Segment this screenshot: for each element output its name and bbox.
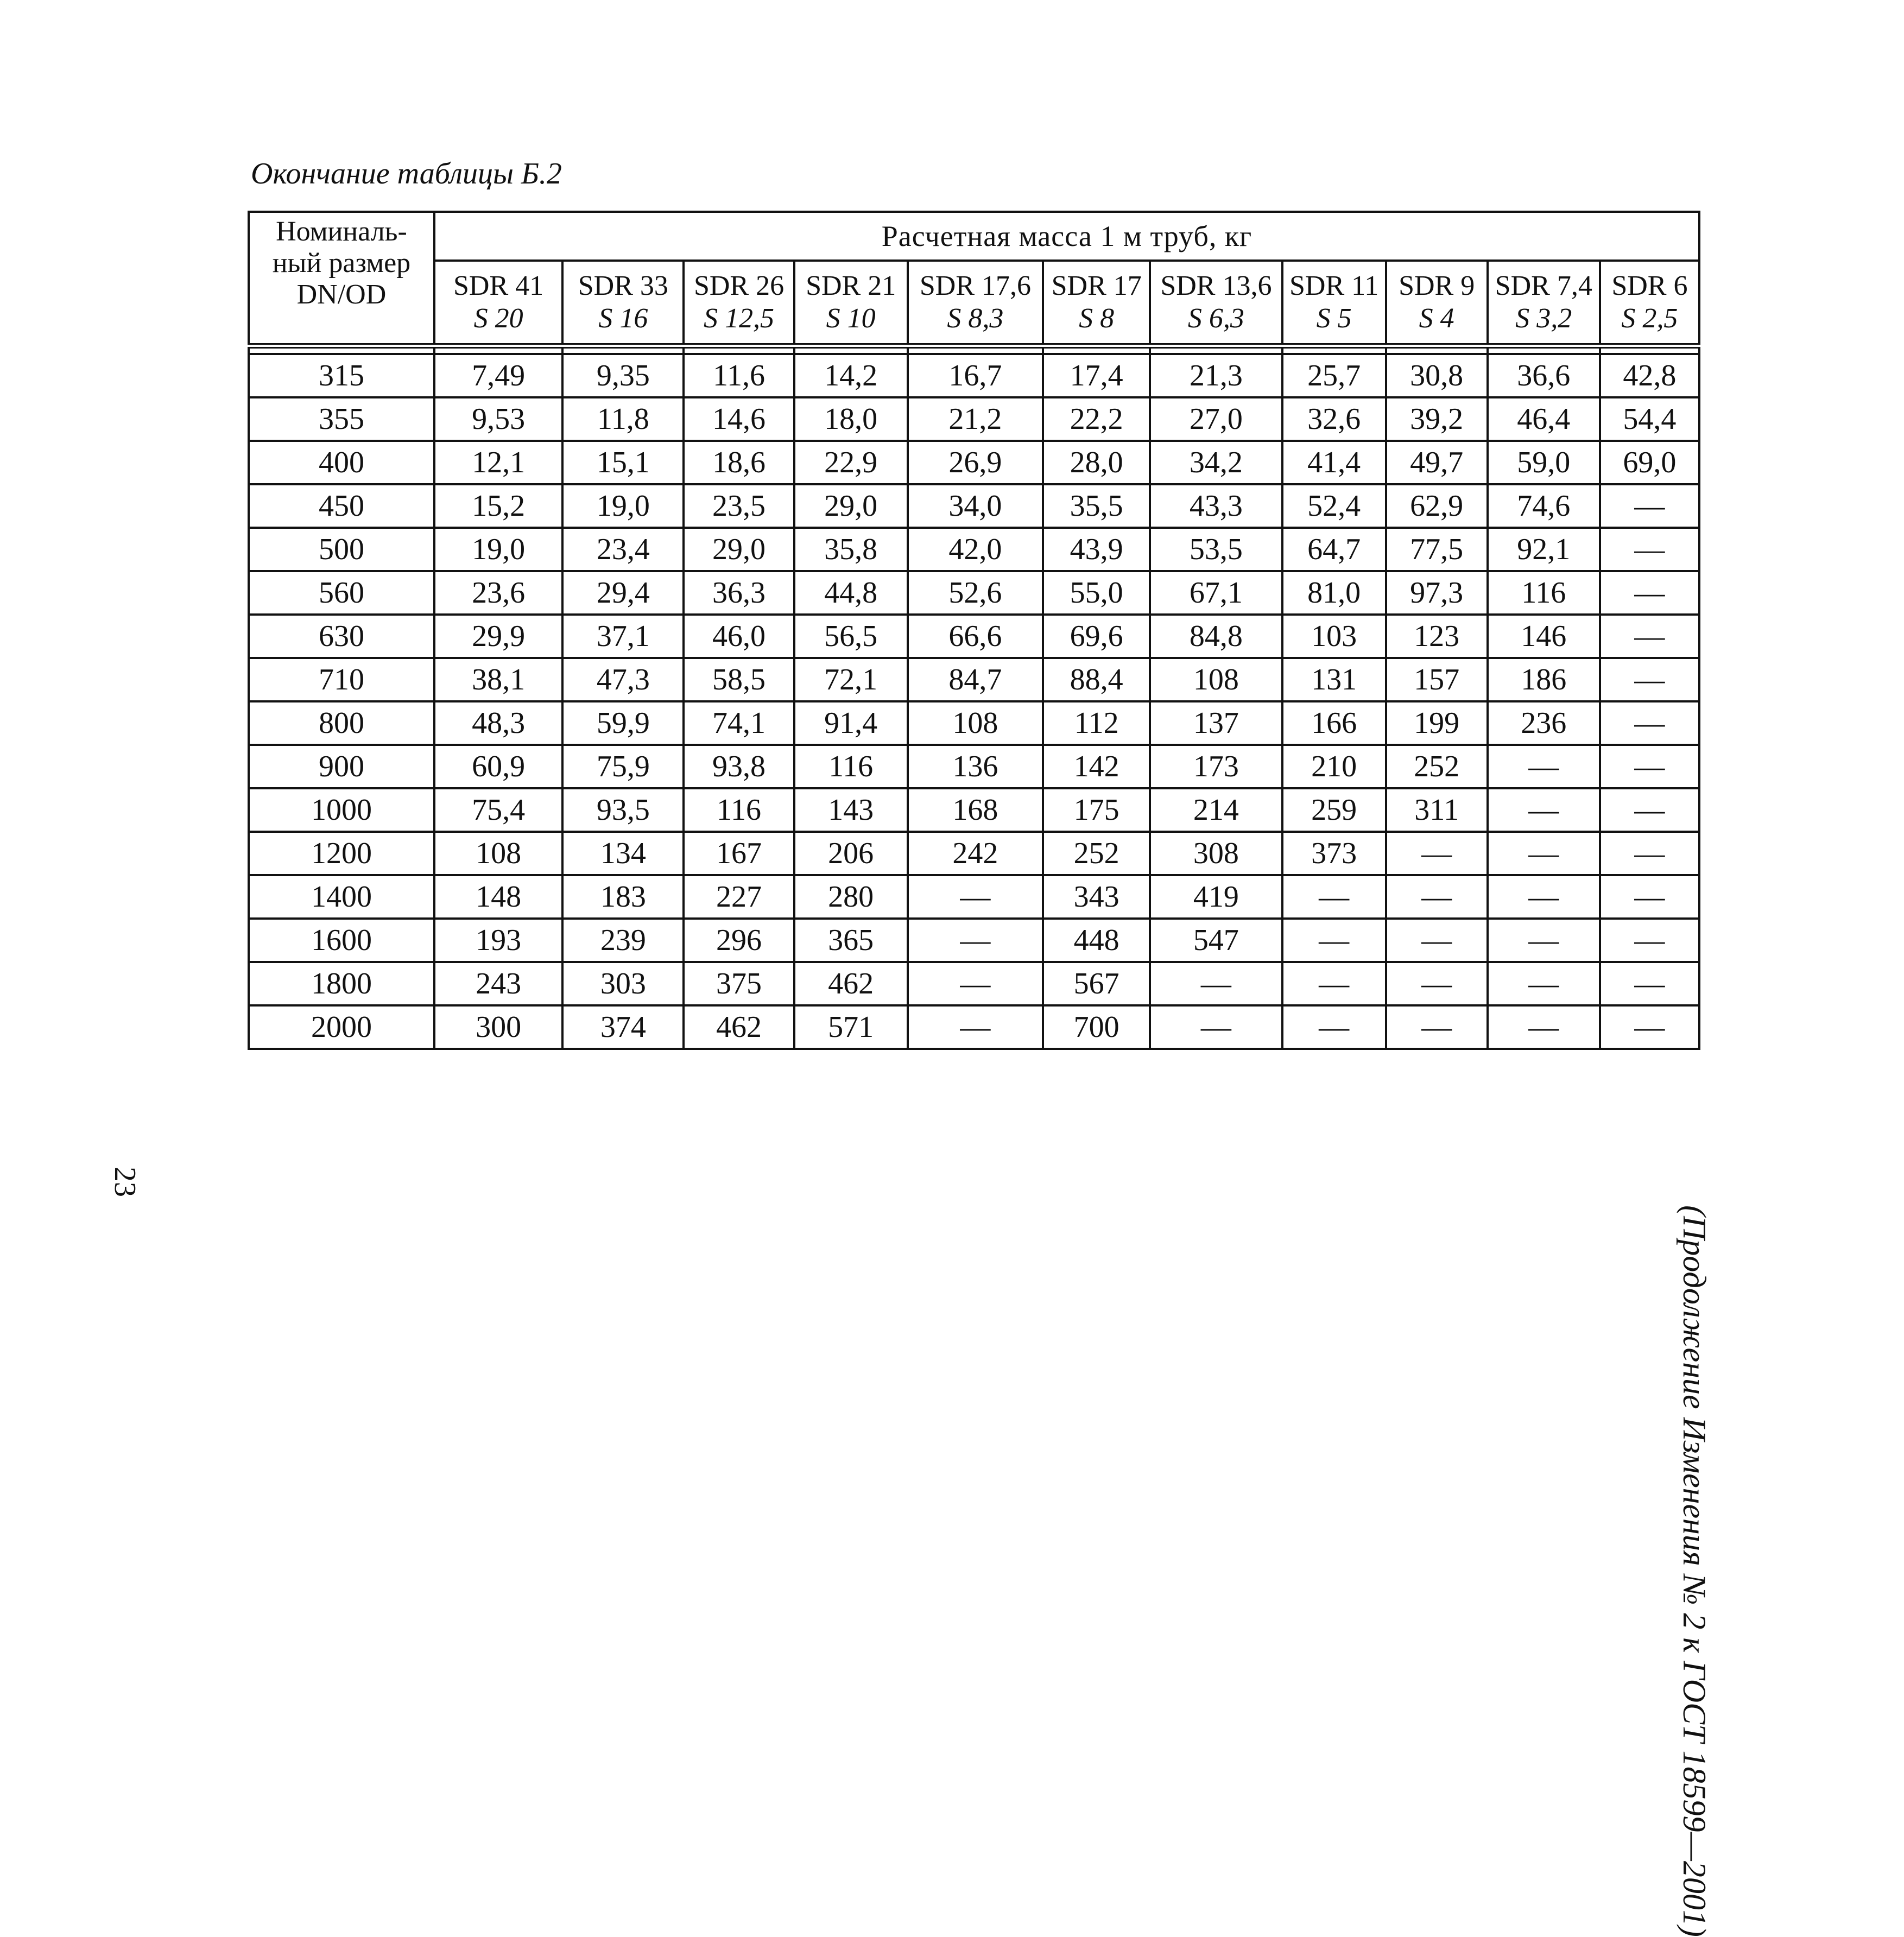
dn-cell: 315 <box>249 354 434 397</box>
mass-cell: 75,4 <box>434 788 562 832</box>
mass-cell: — <box>1386 1005 1488 1049</box>
table-row <box>249 397 1699 441</box>
mass-cell: 74,6 <box>1488 484 1600 528</box>
column-header <box>1282 261 1386 346</box>
mass-cell: 41,4 <box>1282 441 1386 484</box>
mass-cell: 193 <box>434 919 562 962</box>
mass-cell: 280 <box>794 875 908 919</box>
mass-cell: 62,9 <box>1386 484 1488 528</box>
page-number: 23 <box>108 1167 142 1197</box>
mass-cell: 43,3 <box>1150 484 1282 528</box>
mass-cell: 462 <box>684 1005 794 1049</box>
mass-cell: 206 <box>794 832 908 875</box>
mass-cell: 571 <box>794 1005 908 1049</box>
mass-cell: — <box>1150 962 1282 1005</box>
mass-cell: — <box>1488 1005 1600 1049</box>
header-separator-row <box>249 346 1699 354</box>
mass-cell: 72,1 <box>794 658 908 701</box>
mass-cell: 239 <box>562 919 684 962</box>
mass-cell: 143 <box>794 788 908 832</box>
column-header-sdr: SDR 41 <box>453 270 544 301</box>
table-row <box>249 919 1699 962</box>
column-header <box>1043 261 1150 346</box>
separator-cell <box>1043 346 1150 354</box>
column-header-sdr: SDR 11 <box>1289 270 1379 301</box>
mass-cell: 17,4 <box>1043 354 1150 397</box>
mass-cell: 116 <box>684 788 794 832</box>
mass-cell: 59,0 <box>1488 441 1600 484</box>
mass-cell: — <box>1282 875 1386 919</box>
mass-cell: 48,3 <box>434 701 562 745</box>
column-header-sdr: SDR 21 <box>806 270 896 301</box>
mass-cell: 243 <box>434 962 562 1005</box>
column-header-s: S 3,2 <box>1515 303 1572 334</box>
mass-cell: 29,4 <box>562 571 684 615</box>
mass-cell: 131 <box>1282 658 1386 701</box>
mass-cell: 27,0 <box>1150 397 1282 441</box>
table-row <box>249 484 1699 528</box>
mass-cell: 14,2 <box>794 354 908 397</box>
dn-cell: 2000 <box>249 1005 434 1049</box>
mass-cell: 46,0 <box>684 615 794 658</box>
mass-cell: 183 <box>562 875 684 919</box>
mass-cell: 22,2 <box>1043 397 1150 441</box>
mass-cell: 547 <box>1150 919 1282 962</box>
column-header-s: S 16 <box>598 303 648 334</box>
separator-cell <box>562 346 684 354</box>
table-row <box>249 354 1699 397</box>
mass-cell: — <box>1282 919 1386 962</box>
mass-cell: 77,5 <box>1386 528 1488 571</box>
column-header-s: S 6,3 <box>1187 303 1244 334</box>
dn-cell: 560 <box>249 571 434 615</box>
side-note: (Продолжение Изменения № 2 к ГОСТ 18599—2001) <box>1677 1205 1712 1937</box>
mass-cell: 49,7 <box>1386 441 1488 484</box>
mass-cell: 15,2 <box>434 484 562 528</box>
mass-cell: 64,7 <box>1282 528 1386 571</box>
mass-cell: 186 <box>1488 658 1600 701</box>
column-header-sdr: SDR 9 <box>1399 270 1475 301</box>
dn-cell: 1800 <box>249 962 434 1005</box>
mass-cell: 167 <box>684 832 794 875</box>
dn-cell: 1200 <box>249 832 434 875</box>
mass-cell: 84,8 <box>1150 615 1282 658</box>
column-header <box>794 261 908 346</box>
table-row <box>249 832 1699 875</box>
mass-cell: 259 <box>1282 788 1386 832</box>
column-header <box>684 261 794 346</box>
mass-cell: 21,2 <box>908 397 1043 441</box>
mass-cell: — <box>1600 875 1699 919</box>
mass-cell: — <box>1386 962 1488 1005</box>
mass-cell: 54,4 <box>1600 397 1699 441</box>
mass-cell: 67,1 <box>1150 571 1282 615</box>
dn-cell: 800 <box>249 701 434 745</box>
mass-cell: 374 <box>562 1005 684 1049</box>
mass-cell: 19,0 <box>562 484 684 528</box>
mass-cell: 311 <box>1386 788 1488 832</box>
mass-cell: 69,0 <box>1600 441 1699 484</box>
table-row <box>249 615 1699 658</box>
mass-cell: 173 <box>1150 745 1282 788</box>
mass-cell: 199 <box>1386 701 1488 745</box>
mass-cell: — <box>1386 875 1488 919</box>
table-row <box>249 875 1699 919</box>
mass-cell: 28,0 <box>1043 441 1150 484</box>
mass-cell: 148 <box>434 875 562 919</box>
mass-cell: 43,9 <box>1043 528 1150 571</box>
mass-cell: 19,0 <box>434 528 562 571</box>
mass-cell: 308 <box>1150 832 1282 875</box>
column-header-s: S 20 <box>473 303 523 334</box>
mass-cell: 146 <box>1488 615 1600 658</box>
mass-cell: 52,6 <box>908 571 1043 615</box>
column-header-s: S 8 <box>1079 303 1115 334</box>
mass-cell: 227 <box>684 875 794 919</box>
mass-cell: 84,7 <box>908 658 1043 701</box>
mass-cell: 42,8 <box>1600 354 1699 397</box>
mass-cell: 303 <box>562 962 684 1005</box>
table-body <box>249 354 1699 1049</box>
mass-cell: 373 <box>1282 832 1386 875</box>
mass-cell: — <box>1600 788 1699 832</box>
mass-cell: — <box>1600 658 1699 701</box>
dn-cell: 1000 <box>249 788 434 832</box>
mass-cell: — <box>908 919 1043 962</box>
mass-cell: — <box>1600 528 1699 571</box>
mass-cell: — <box>1600 962 1699 1005</box>
table-row <box>249 701 1699 745</box>
column-header <box>1600 261 1699 346</box>
mass-cell: — <box>1282 1005 1386 1049</box>
mass-cell: 108 <box>1150 658 1282 701</box>
mass-cell: — <box>1488 832 1600 875</box>
dn-cell: 710 <box>249 658 434 701</box>
mass-cell: 53,5 <box>1150 528 1282 571</box>
column-header-s: S 4 <box>1419 303 1454 334</box>
mass-cell: 214 <box>1150 788 1282 832</box>
mass-cell: 168 <box>908 788 1043 832</box>
column-header-sdr: SDR 13,6 <box>1160 270 1272 301</box>
mass-cell: 252 <box>1043 832 1150 875</box>
mass-cell: 36,6 <box>1488 354 1600 397</box>
mass-cell: 142 <box>1043 745 1150 788</box>
mass-cell: 14,6 <box>684 397 794 441</box>
dn-header-line-2: ный размер <box>272 248 411 278</box>
table-row <box>249 962 1699 1005</box>
mass-cell: 175 <box>1043 788 1150 832</box>
mass-cell: 39,2 <box>1386 397 1488 441</box>
mass-cell: 419 <box>1150 875 1282 919</box>
table-row <box>249 1005 1699 1049</box>
mass-cell: 365 <box>794 919 908 962</box>
mass-cell: 93,8 <box>684 745 794 788</box>
mass-cell: 22,9 <box>794 441 908 484</box>
column-header-s: S 10 <box>826 303 876 334</box>
mass-cell: 29,0 <box>794 484 908 528</box>
mass-cell: 88,4 <box>1043 658 1150 701</box>
column-header-sdr: SDR 7,4 <box>1495 270 1592 301</box>
column-header-s: S 8,3 <box>947 303 1004 334</box>
mass-cell: 21,3 <box>1150 354 1282 397</box>
mass-cell: 136 <box>908 745 1043 788</box>
header-row-main <box>249 212 1699 261</box>
separator-cell <box>249 346 434 354</box>
mass-cell: 36,3 <box>684 571 794 615</box>
mass-cell: — <box>1600 701 1699 745</box>
mass-cell: 567 <box>1043 962 1150 1005</box>
mass-cell: — <box>1488 962 1600 1005</box>
mass-cell: 448 <box>1043 919 1150 962</box>
mass-cell: 137 <box>1150 701 1282 745</box>
column-header <box>1150 261 1282 346</box>
mass-cell: 93,5 <box>562 788 684 832</box>
mass-cell: 32,6 <box>1282 397 1386 441</box>
mass-cell: — <box>1600 832 1699 875</box>
header-row-columns <box>249 261 1699 346</box>
dn-cell: 450 <box>249 484 434 528</box>
mass-cell: 52,4 <box>1282 484 1386 528</box>
mass-cell: 38,1 <box>434 658 562 701</box>
mass-cell: 7,49 <box>434 354 562 397</box>
dn-header-line-1: Номиналь- <box>276 216 407 247</box>
dn-cell: 500 <box>249 528 434 571</box>
mass-cell: — <box>1600 1005 1699 1049</box>
mass-cell: 23,5 <box>684 484 794 528</box>
mass-cell: 58,5 <box>684 658 794 701</box>
column-header <box>434 261 562 346</box>
mass-cell: 11,8 <box>562 397 684 441</box>
mass-cell: 123 <box>1386 615 1488 658</box>
dn-header-line-3: DN/OD <box>296 279 387 310</box>
mass-cell: 103 <box>1282 615 1386 658</box>
mass-cell: 81,0 <box>1282 571 1386 615</box>
mass-cell: 15,1 <box>562 441 684 484</box>
mass-cell: 296 <box>684 919 794 962</box>
separator-cell <box>794 346 908 354</box>
mass-cell: 700 <box>1043 1005 1150 1049</box>
dn-cell: 900 <box>249 745 434 788</box>
mass-cell: 375 <box>684 962 794 1005</box>
mass-cell: 343 <box>1043 875 1150 919</box>
mass-cell: 44,8 <box>794 571 908 615</box>
separator-cell <box>1386 346 1488 354</box>
table-row <box>249 441 1699 484</box>
mass-header-cell: Расчетная масса 1 м труб, кг <box>434 212 1699 261</box>
mass-cell: 34,0 <box>908 484 1043 528</box>
mass-cell: — <box>1386 919 1488 962</box>
column-header-sdr: SDR 17 <box>1051 270 1142 301</box>
mass-cell: 18,0 <box>794 397 908 441</box>
mass-cell: 97,3 <box>1386 571 1488 615</box>
mass-cell: — <box>1600 571 1699 615</box>
mass-cell: 112 <box>1043 701 1150 745</box>
dn-cell: 630 <box>249 615 434 658</box>
mass-cell: 29,9 <box>434 615 562 658</box>
separator-cell <box>1600 346 1699 354</box>
mass-cell: — <box>1488 919 1600 962</box>
mass-cell: 34,2 <box>1150 441 1282 484</box>
mass-cell: 69,6 <box>1043 615 1150 658</box>
mass-cell: 75,9 <box>562 745 684 788</box>
column-header <box>562 261 684 346</box>
mass-cell: 56,5 <box>794 615 908 658</box>
mass-cell: 11,6 <box>684 354 794 397</box>
mass-cell: 300 <box>434 1005 562 1049</box>
mass-cell: 26,9 <box>908 441 1043 484</box>
dn-cell: 355 <box>249 397 434 441</box>
mass-cell: — <box>1600 745 1699 788</box>
mass-cell: 37,1 <box>562 615 684 658</box>
column-header <box>908 261 1043 346</box>
mass-cell: 242 <box>908 832 1043 875</box>
mass-cell: 157 <box>1386 658 1488 701</box>
column-header-s: S 12,5 <box>704 303 775 334</box>
table-row <box>249 571 1699 615</box>
dn-cell: 1400 <box>249 875 434 919</box>
mass-cell: — <box>908 875 1043 919</box>
mass-cell: 18,6 <box>684 441 794 484</box>
column-header-s: S 2,5 <box>1621 303 1678 334</box>
mass-cell: 462 <box>794 962 908 1005</box>
separator-cell <box>434 346 562 354</box>
mass-cell: 116 <box>794 745 908 788</box>
mass-cell: 91,4 <box>794 701 908 745</box>
mass-cell: — <box>1488 875 1600 919</box>
table-row <box>249 658 1699 701</box>
separator-cell <box>1282 346 1386 354</box>
mass-cell: 116 <box>1488 571 1600 615</box>
mass-cell: 42,0 <box>908 528 1043 571</box>
column-header-sdr: SDR 26 <box>693 270 785 301</box>
mass-cell: 108 <box>434 832 562 875</box>
mass-cell: 23,4 <box>562 528 684 571</box>
mass-cell: 35,8 <box>794 528 908 571</box>
column-header <box>1386 261 1488 346</box>
separator-cell <box>908 346 1043 354</box>
mass-cell: 16,7 <box>908 354 1043 397</box>
table-row <box>249 528 1699 571</box>
mass-cell: 59,9 <box>562 701 684 745</box>
mass-cell: 9,35 <box>562 354 684 397</box>
mass-cell: — <box>1488 745 1600 788</box>
mass-cell: 35,5 <box>1043 484 1150 528</box>
separator-cell <box>1150 346 1282 354</box>
mass-cell: 47,3 <box>562 658 684 701</box>
table-caption: Окончание таблицы Б.2 <box>251 157 562 191</box>
dn-header-cell <box>249 212 434 346</box>
mass-cell: 66,6 <box>908 615 1043 658</box>
dn-cell: 400 <box>249 441 434 484</box>
mass-cell: 92,1 <box>1488 528 1600 571</box>
mass-cell: — <box>908 962 1043 1005</box>
mass-cell: 134 <box>562 832 684 875</box>
mass-cell: 108 <box>908 701 1043 745</box>
mass-cell: 30,8 <box>1386 354 1488 397</box>
mass-cell: 23,6 <box>434 571 562 615</box>
mass-cell: — <box>908 1005 1043 1049</box>
column-header <box>1488 261 1600 346</box>
mass-cell: — <box>1488 788 1600 832</box>
table-row <box>249 745 1699 788</box>
mass-cell: 60,9 <box>434 745 562 788</box>
mass-cell: — <box>1600 484 1699 528</box>
table-row <box>249 788 1699 832</box>
mass-cell: 29,0 <box>684 528 794 571</box>
pipe-mass-table <box>248 211 1700 1050</box>
mass-cell: 25,7 <box>1282 354 1386 397</box>
mass-cell: 9,53 <box>434 397 562 441</box>
column-header-sdr: SDR 33 <box>578 270 668 301</box>
mass-cell: — <box>1386 832 1488 875</box>
separator-cell <box>1488 346 1600 354</box>
mass-cell: — <box>1600 615 1699 658</box>
mass-cell: — <box>1150 1005 1282 1049</box>
mass-cell: 210 <box>1282 745 1386 788</box>
mass-cell: 236 <box>1488 701 1600 745</box>
mass-cell: 74,1 <box>684 701 794 745</box>
mass-cell: 55,0 <box>1043 571 1150 615</box>
mass-cell: — <box>1600 919 1699 962</box>
column-header-sdr: SDR 6 <box>1611 270 1688 301</box>
mass-cell: — <box>1282 962 1386 1005</box>
mass-cell: 12,1 <box>434 441 562 484</box>
column-header-sdr: SDR 17,6 <box>919 270 1031 301</box>
separator-cell <box>684 346 794 354</box>
mass-cell: 252 <box>1386 745 1488 788</box>
mass-cell: 166 <box>1282 701 1386 745</box>
mass-cell: 46,4 <box>1488 397 1600 441</box>
column-header-s: S 5 <box>1316 303 1352 334</box>
dn-cell: 1600 <box>249 919 434 962</box>
